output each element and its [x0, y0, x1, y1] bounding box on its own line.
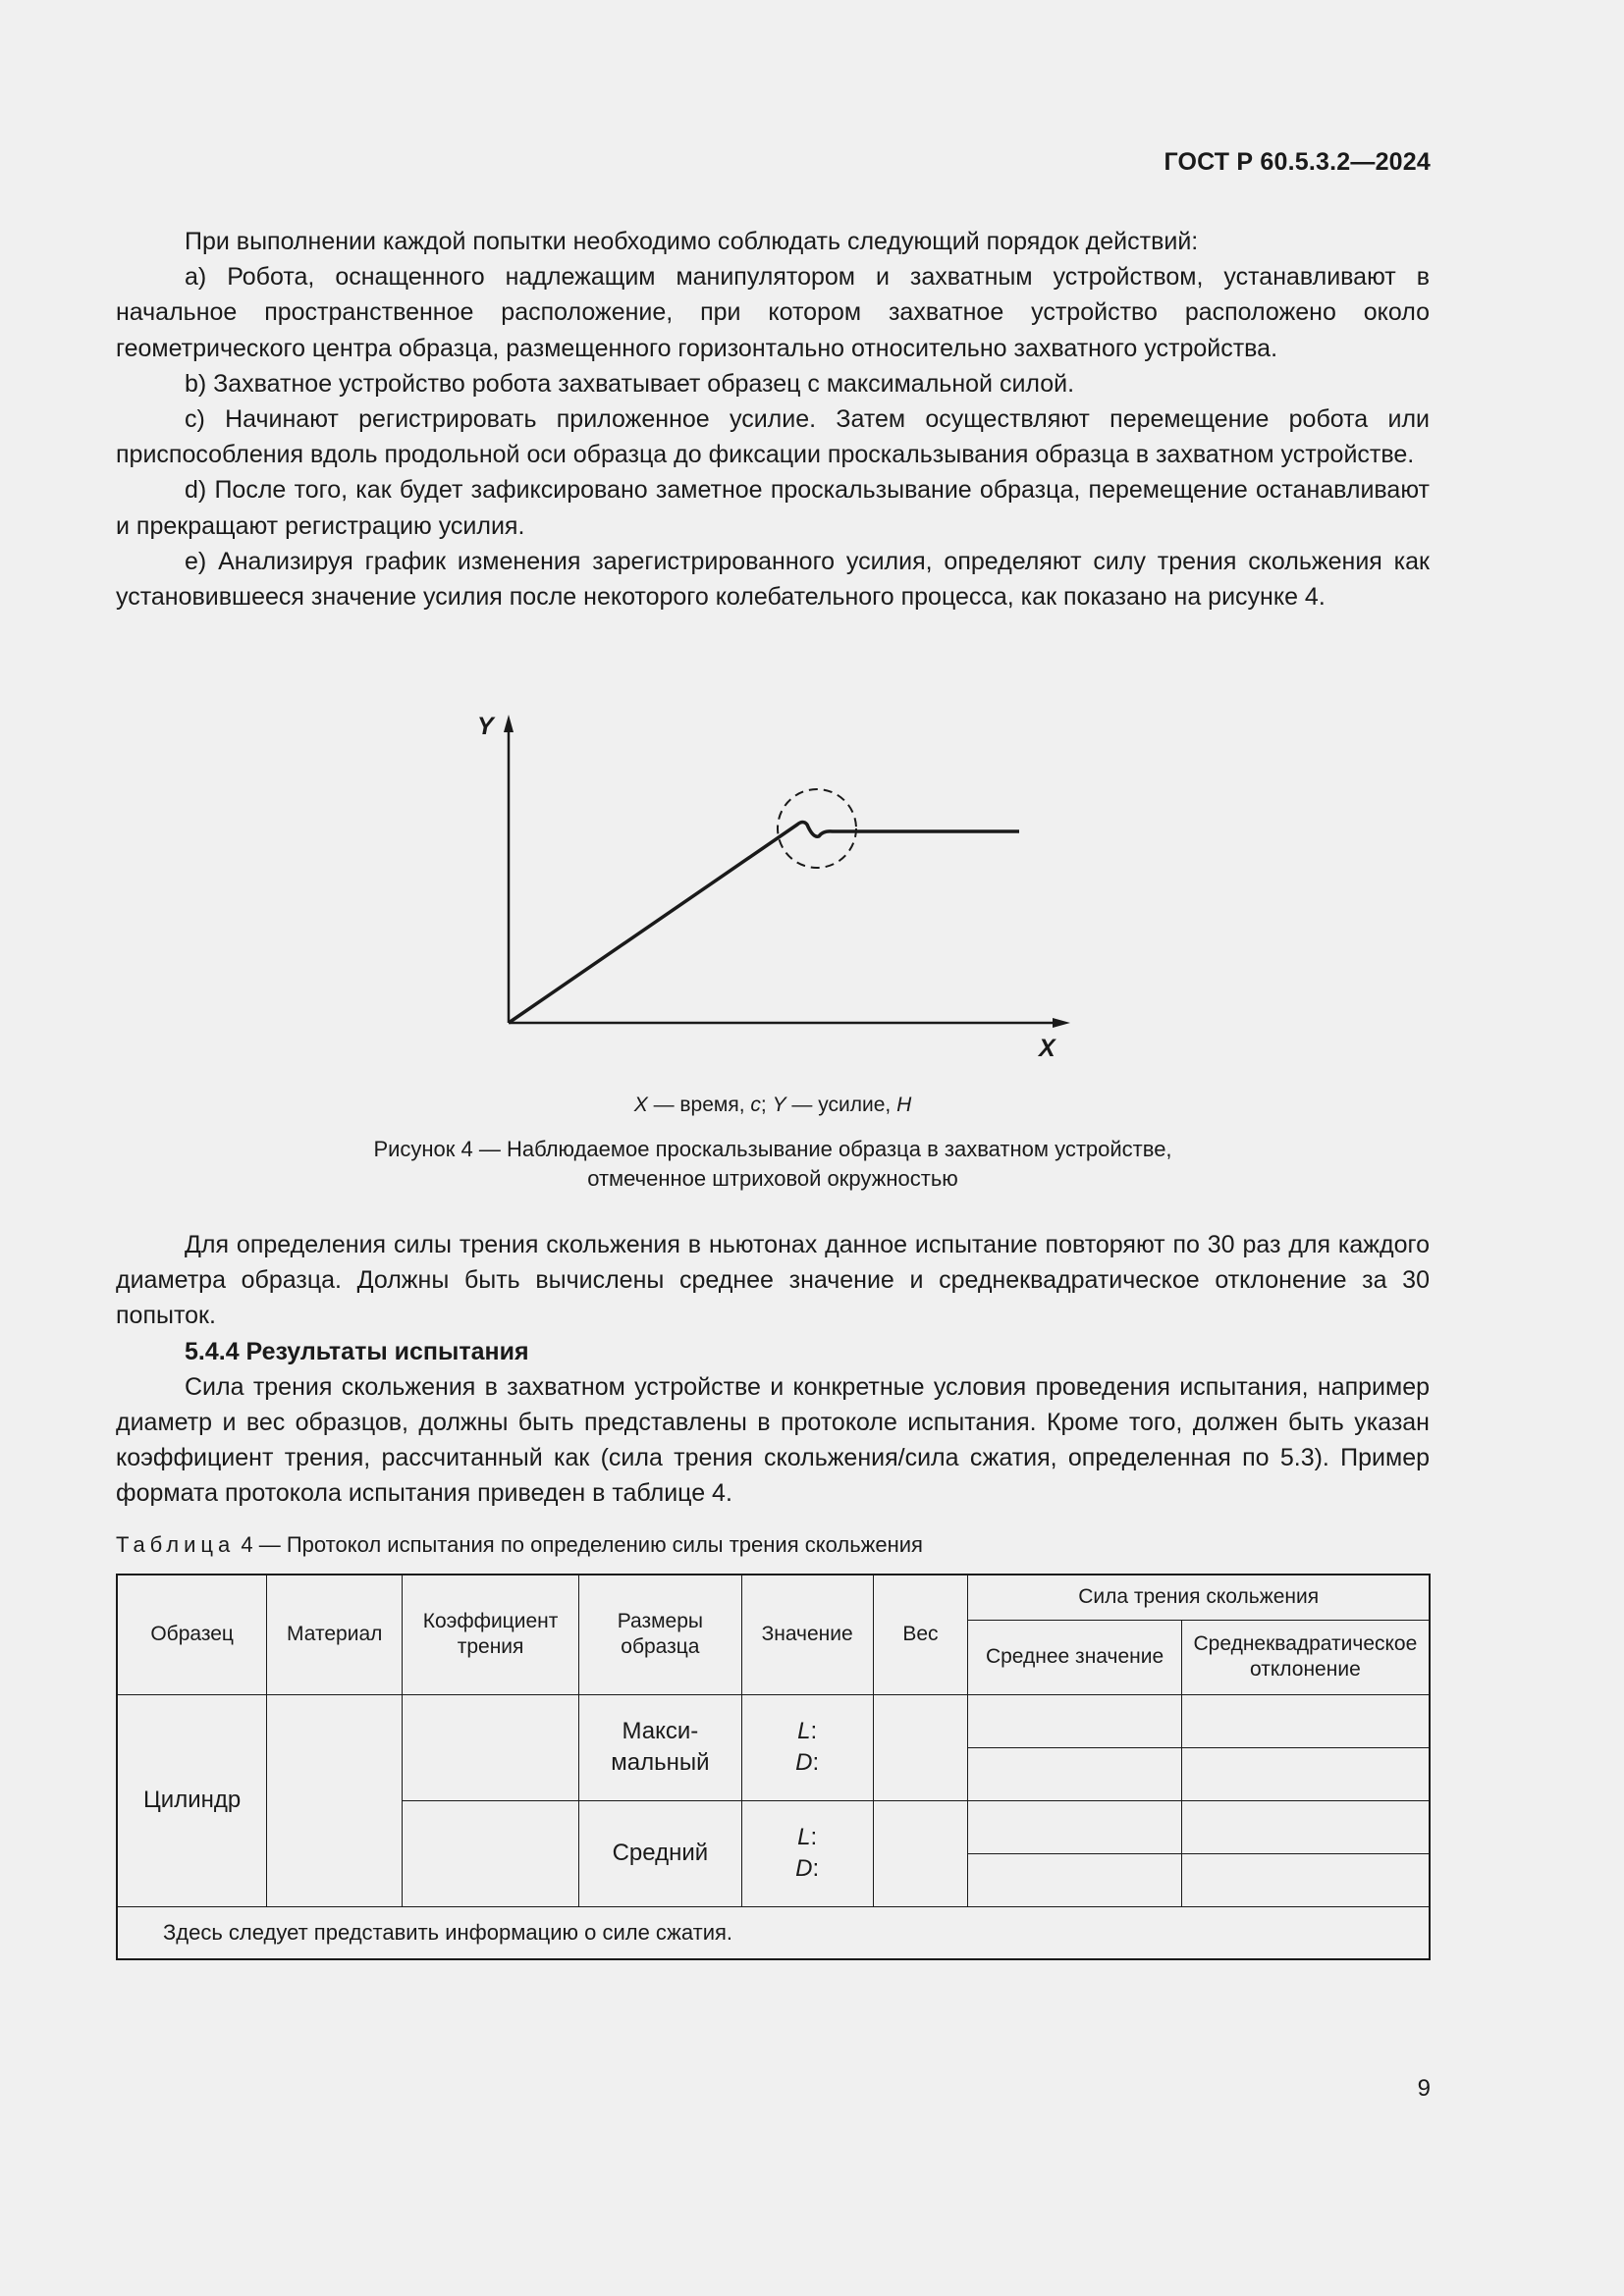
- legend-x-unit: с: [750, 1094, 761, 1116]
- value-avg-cell: [741, 1800, 873, 1906]
- paragraph: c) Начинают регистрировать приложенное усилие. Затем осуществляют перемещение робота или приспособления вдоль продольной оси образца до фиксации проскальзывания образца в захватном устройстве.: [116, 405, 1430, 469]
- weight-cell: [873, 1800, 968, 1906]
- body-paragraphs-top: [116, 224, 1430, 614]
- paragraph: a) Робота, оснащенного надлежащим манипулятором и захватным устройством, устанавливают в начальное пространственное расположение, при котором захватное устройство расположено около геометрического центра образца, размещенного горизонтально относительно захватного устройства.: [116, 263, 1430, 362]
- paragraph: e) Анализируя график изменения зарегистрированного усилия, определяют силу трения скольжения как установившееся значение усилия после некоторого колебательного процесса, как показано на рисунке 4.: [116, 547, 1430, 612]
- x-axis-arrow: [1053, 1018, 1070, 1028]
- document-code: ГОСТ Р 60.5.3.2—2024: [1164, 148, 1431, 176]
- std-cell: [1181, 1694, 1430, 1747]
- sample-cell: Цилиндр: [117, 1694, 267, 1906]
- material-cell: [267, 1694, 403, 1906]
- colon: :: [812, 1749, 820, 1776]
- header-std: Среднеквадратическое отклонение: [1181, 1620, 1430, 1694]
- table-note: Здесь следует представить информацию о силе сжатия.: [117, 1906, 1430, 1959]
- paragraph: d) После того, как будет зафиксировано заметное проскальзывание образца, перемещение останавливают и прекращают регистрацию усилия.: [116, 476, 1430, 540]
- legend-y-text: — усилие,: [785, 1094, 897, 1116]
- page-number: 9: [1417, 2075, 1431, 2102]
- section-heading: 5.4.4 Результаты испытания: [185, 1337, 529, 1365]
- std-cell: [1181, 1853, 1430, 1906]
- paragraph: При выполнении каждой попытки необходимо соблюдать следующий порядок действий:: [185, 228, 1199, 255]
- header-sample: Образец: [117, 1575, 267, 1694]
- figure-4: [461, 709, 1090, 1072]
- mean-cell: [968, 1694, 1181, 1747]
- header-weight: Вес: [873, 1575, 968, 1694]
- caption-line: отмеченное штриховой окружностью: [587, 1166, 958, 1191]
- value-d-label: D: [795, 1855, 813, 1882]
- y-axis-arrow: [504, 715, 514, 732]
- colon: :: [810, 1718, 818, 1744]
- header-mean: Среднее значение: [968, 1620, 1181, 1694]
- force-curve: [509, 823, 1019, 1024]
- coef-cell: [403, 1694, 579, 1800]
- mean-cell: [968, 1800, 1181, 1853]
- figure-caption: [116, 1135, 1430, 1194]
- size-max-cell: Максимальный: [578, 1694, 741, 1800]
- colon: :: [810, 1824, 818, 1850]
- header-friction: Сила трения скольжения: [968, 1575, 1430, 1620]
- body-paragraphs-bottom: [116, 1227, 1430, 1512]
- std-cell: [1181, 1747, 1430, 1800]
- std-cell: [1181, 1800, 1430, 1853]
- legend-x-text: — время,: [647, 1094, 751, 1116]
- table-title-word: Таблица: [116, 1532, 236, 1557]
- header-value: Значение: [741, 1575, 873, 1694]
- caption-line: Рисунок 4 — Наблюдаемое проскальзывание образца в захватном устройстве,: [373, 1137, 1172, 1161]
- value-l-label: L: [797, 1718, 811, 1744]
- coef-cell: [403, 1800, 579, 1906]
- legend-y-unit: Н: [896, 1094, 912, 1116]
- size-avg-cell: Средний: [578, 1800, 741, 1906]
- value-l-label: L: [797, 1824, 811, 1850]
- figure-legend: [116, 1094, 1430, 1117]
- legend-x-symbol: X: [633, 1094, 648, 1116]
- header-material: Материал: [267, 1575, 403, 1694]
- legend-y-symbol: Y: [772, 1094, 786, 1116]
- test-protocol-table: [116, 1574, 1431, 1960]
- paragraph: b) Захватное устройство робота захватывает образец с максимальной силой.: [185, 369, 1075, 398]
- paragraph: Сила трения скольжения в захватном устройстве и конкретные условия проведения испытания, например диаметр и вес образцов, должны быть представлены в протоколе испытания. Кроме того, должен быть указан коэффициент трения, рассчитанный как (сила трения скольжения/сила сжатия, определенная по 5.3). Пример формата протокола испытания приведен в таблице 4.: [116, 1372, 1430, 1508]
- y-axis-label: Y: [477, 713, 494, 740]
- header-size: Размеры образца: [578, 1575, 741, 1694]
- value-max-cell: [741, 1694, 873, 1800]
- header-coefficient: Коэффициент трения: [403, 1575, 579, 1694]
- table-title: [116, 1532, 923, 1558]
- paragraph: Для определения силы трения скольжения в ньютонах данное испытание повторяют по 30 раз для каждого диаметра образца. Должны быть вычислены среднее значение и среднеквадратическое отклонение за 30 попыток.: [116, 1231, 1430, 1330]
- force-time-plot: [461, 709, 1090, 1072]
- value-d-label: D: [795, 1749, 813, 1776]
- mean-cell: [968, 1747, 1181, 1800]
- legend-separator: ;: [760, 1094, 773, 1116]
- table-title-rest: 4 — Протокол испытания по определению силы трения скольжения: [235, 1532, 923, 1557]
- weight-cell: [873, 1694, 968, 1800]
- x-axis-label: X: [1039, 1035, 1056, 1062]
- colon: :: [812, 1855, 820, 1882]
- mean-cell: [968, 1853, 1181, 1906]
